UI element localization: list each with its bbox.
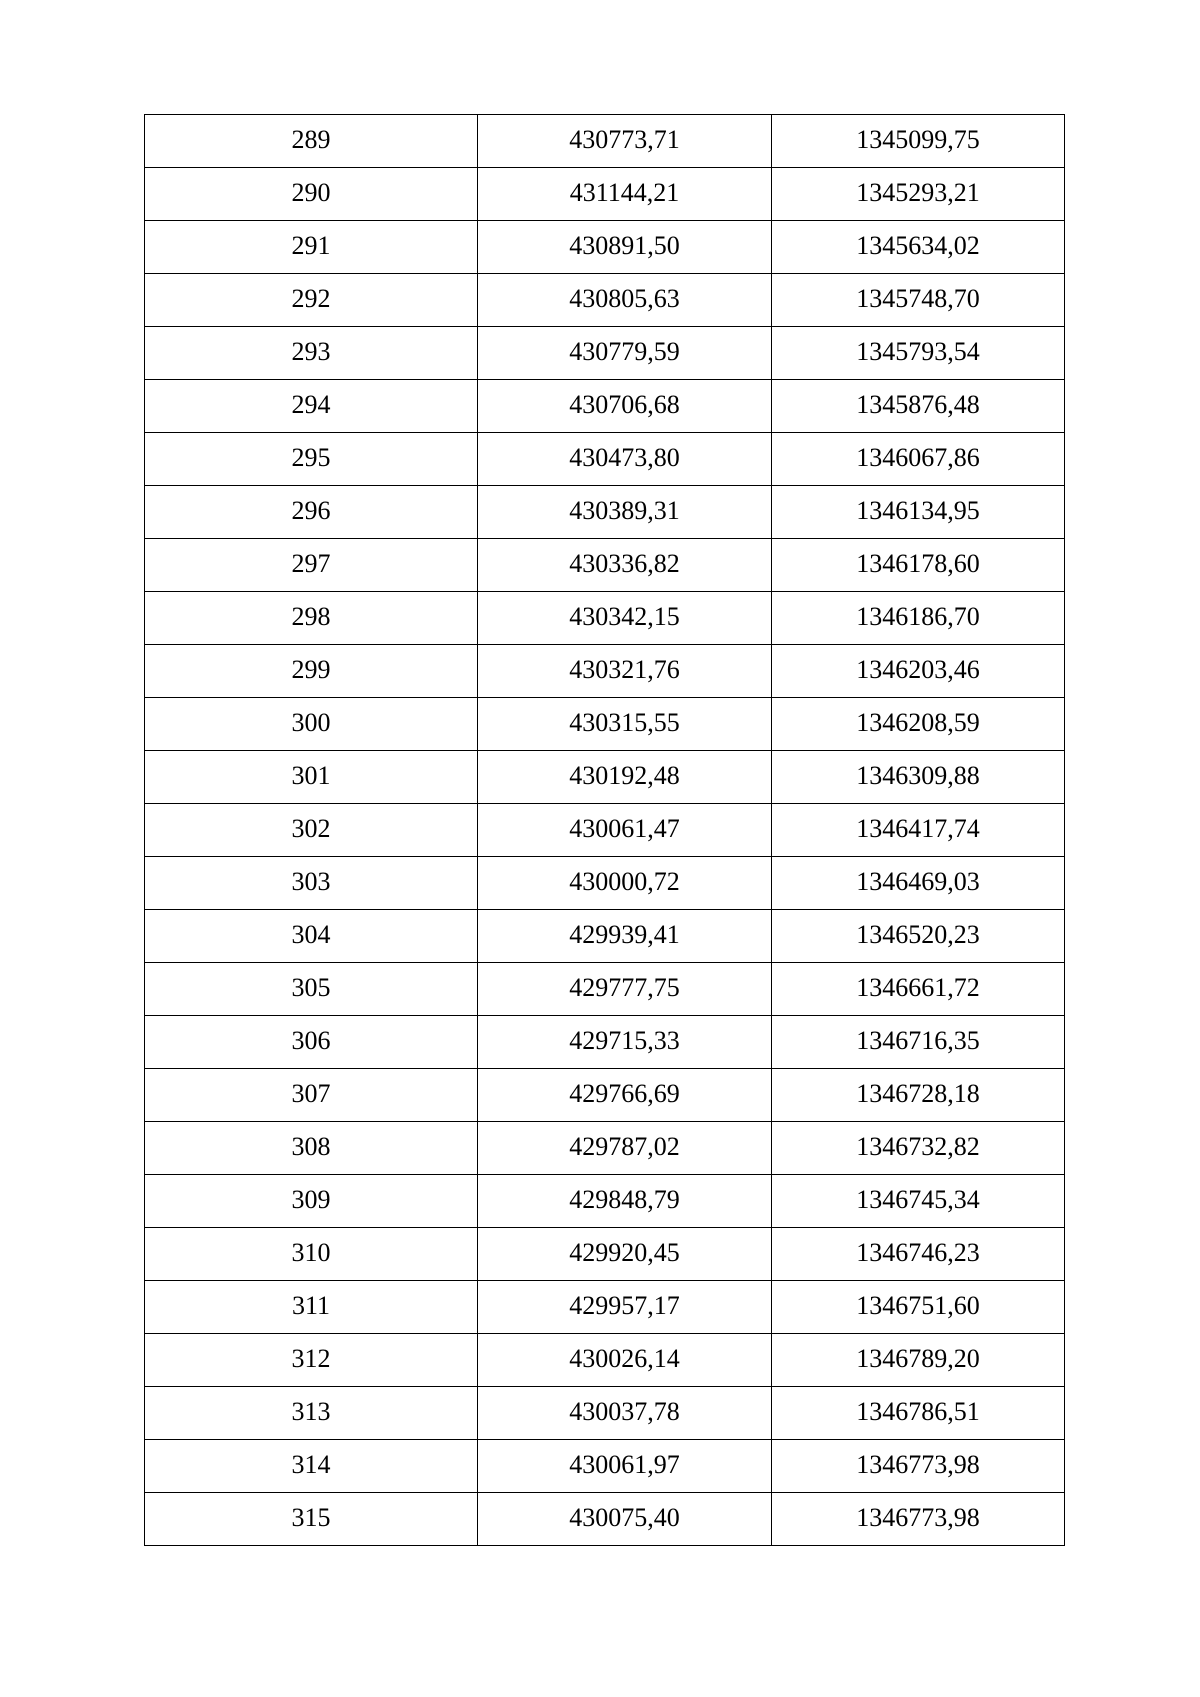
x-coordinate-cell: [478, 539, 772, 592]
x-coordinate-cell: [478, 910, 772, 963]
table-row: [145, 274, 1065, 327]
y-coordinate-text: 1345634,02: [856, 231, 980, 260]
point-number-cell: [145, 1175, 478, 1228]
x-coordinate-text: 431144,21: [569, 178, 680, 207]
x-coordinate-cell: [478, 115, 772, 168]
y-coordinate-text: 1346520,23: [856, 920, 980, 949]
x-coordinate-text: 430061,97: [569, 1450, 680, 1479]
y-coordinate-cell: [772, 539, 1065, 592]
table-row: [145, 327, 1065, 380]
y-coordinate-cell: [772, 221, 1065, 274]
point-number-text: 295: [291, 443, 331, 472]
coordinates-table: [144, 114, 1065, 1546]
y-coordinate-cell: [772, 274, 1065, 327]
table-row: [145, 539, 1065, 592]
table-row: [145, 645, 1065, 698]
point-number-cell: [145, 1493, 478, 1546]
point-number-cell: [145, 698, 478, 751]
point-number-text: 303: [291, 867, 331, 896]
point-number-text: 298: [291, 602, 331, 631]
x-coordinate-text: 430075,40: [569, 1503, 680, 1532]
point-number-cell: [145, 751, 478, 804]
x-coordinate-text: 430037,78: [569, 1397, 680, 1426]
point-number-cell: [145, 857, 478, 910]
point-number-text: 305: [291, 973, 331, 1002]
point-number-cell: [145, 539, 478, 592]
table-row: [145, 592, 1065, 645]
y-coordinate-text: 1345876,48: [856, 390, 980, 419]
y-coordinate-text: 1346309,88: [856, 761, 980, 790]
x-coordinate-cell: [478, 1440, 772, 1493]
point-number-text: 306: [291, 1026, 331, 1055]
y-coordinate-text: 1345293,21: [856, 178, 980, 207]
table-row: [145, 1493, 1065, 1546]
table-row: [145, 963, 1065, 1016]
y-coordinate-text: 1346789,20: [856, 1344, 980, 1373]
table-row: [145, 698, 1065, 751]
y-coordinate-text: 1346786,51: [856, 1397, 980, 1426]
y-coordinate-text: 1346208,59: [856, 708, 980, 737]
y-coordinate-text: 1346661,72: [856, 973, 980, 1002]
point-number-text: 290: [291, 178, 331, 207]
y-coordinate-cell: [772, 804, 1065, 857]
x-coordinate-cell: [478, 327, 772, 380]
y-coordinate-cell: [772, 1334, 1065, 1387]
x-coordinate-text: 430342,15: [569, 602, 680, 631]
point-number-cell: [145, 592, 478, 645]
x-coordinate-text: 430192,48: [569, 761, 680, 790]
x-coordinate-cell: [478, 857, 772, 910]
point-number-text: 313: [291, 1397, 331, 1426]
point-number-cell: [145, 1069, 478, 1122]
y-coordinate-text: 1346732,82: [856, 1132, 980, 1161]
point-number-text: 289: [291, 125, 331, 154]
x-coordinate-cell: [478, 592, 772, 645]
y-coordinate-cell: [772, 327, 1065, 380]
point-number-cell: [145, 486, 478, 539]
x-coordinate-text: 429787,02: [569, 1132, 680, 1161]
y-coordinate-text: 1345099,75: [856, 125, 980, 154]
point-number-cell: [145, 1016, 478, 1069]
y-coordinate-text: 1346203,46: [856, 655, 980, 684]
x-coordinate-cell: [478, 221, 772, 274]
y-coordinate-cell: [772, 1016, 1065, 1069]
point-number-cell: [145, 910, 478, 963]
x-coordinate-cell: [478, 698, 772, 751]
coordinates-table-body: [145, 115, 1065, 1546]
y-coordinate-cell: [772, 857, 1065, 910]
y-coordinate-text: 1346773,98: [856, 1450, 980, 1479]
table-row: [145, 804, 1065, 857]
y-coordinate-text: 1346746,23: [856, 1238, 980, 1267]
x-coordinate-cell: [478, 1387, 772, 1440]
point-number-text: 296: [291, 496, 331, 525]
table-row: [145, 380, 1065, 433]
point-number-text: 307: [291, 1079, 331, 1108]
y-coordinate-cell: [772, 433, 1065, 486]
x-coordinate-cell: [478, 1016, 772, 1069]
table-row: [145, 1440, 1065, 1493]
x-coordinate-text: 429920,45: [569, 1238, 680, 1267]
y-coordinate-cell: [772, 751, 1065, 804]
y-coordinate-text: 1346186,70: [856, 602, 980, 631]
x-coordinate-cell: [478, 804, 772, 857]
y-coordinate-cell: [772, 910, 1065, 963]
point-number-cell: [145, 380, 478, 433]
point-number-text: 294: [291, 390, 331, 419]
x-coordinate-text: 430315,55: [569, 708, 680, 737]
point-number-cell: [145, 645, 478, 698]
x-coordinate-text: 430473,80: [569, 443, 680, 472]
y-coordinate-text: 1346716,35: [856, 1026, 980, 1055]
table-row: [145, 1387, 1065, 1440]
y-coordinate-cell: [772, 645, 1065, 698]
y-coordinate-text: 1346751,60: [856, 1291, 980, 1320]
y-coordinate-cell: [772, 380, 1065, 433]
x-coordinate-text: 430779,59: [569, 337, 680, 366]
y-coordinate-cell: [772, 1122, 1065, 1175]
y-coordinate-text: 1345748,70: [856, 284, 980, 313]
y-coordinate-text: 1346134,95: [856, 496, 980, 525]
x-coordinate-cell: [478, 1175, 772, 1228]
x-coordinate-text: 430000,72: [569, 867, 680, 896]
point-number-cell: [145, 433, 478, 486]
x-coordinate-cell: [478, 1228, 772, 1281]
table-row: [145, 1175, 1065, 1228]
x-coordinate-cell: [478, 274, 772, 327]
y-coordinate-cell: [772, 486, 1065, 539]
y-coordinate-cell: [772, 1493, 1065, 1546]
x-coordinate-text: 430805,63: [569, 284, 680, 313]
table-row: [145, 1069, 1065, 1122]
point-number-text: 300: [291, 708, 331, 737]
table-row: [145, 1334, 1065, 1387]
x-coordinate-cell: [478, 1281, 772, 1334]
y-coordinate-text: 1345793,54: [856, 337, 980, 366]
point-number-text: 297: [291, 549, 331, 578]
point-number-text: 299: [291, 655, 331, 684]
table-row: [145, 910, 1065, 963]
point-number-cell: [145, 963, 478, 1016]
x-coordinate-text: 430706,68: [569, 390, 680, 419]
x-coordinate-text: 430336,82: [569, 549, 680, 578]
point-number-text: 311: [291, 1291, 331, 1320]
x-coordinate-text: 429939,41: [569, 920, 680, 949]
y-coordinate-cell: [772, 115, 1065, 168]
x-coordinate-text: 429766,69: [569, 1079, 680, 1108]
point-number-cell: [145, 1122, 478, 1175]
x-coordinate-cell: [478, 380, 772, 433]
point-number-text: 312: [291, 1344, 331, 1373]
point-number-text: 291: [291, 231, 331, 260]
y-coordinate-text: 1346417,74: [856, 814, 980, 843]
y-coordinate-cell: [772, 1175, 1065, 1228]
y-coordinate-text: 1346745,34: [856, 1185, 980, 1214]
point-number-text: 301: [291, 761, 331, 790]
x-coordinate-text: 430389,31: [569, 496, 680, 525]
x-coordinate-cell: [478, 433, 772, 486]
table-row: [145, 857, 1065, 910]
x-coordinate-cell: [478, 963, 772, 1016]
x-coordinate-text: 429848,79: [569, 1185, 680, 1214]
x-coordinate-cell: [478, 1334, 772, 1387]
point-number-text: 315: [291, 1503, 331, 1532]
point-number-cell: [145, 327, 478, 380]
x-coordinate-cell: [478, 486, 772, 539]
y-coordinate-cell: [772, 592, 1065, 645]
table-row: [145, 751, 1065, 804]
x-coordinate-cell: [478, 168, 772, 221]
x-coordinate-text: 429715,33: [569, 1026, 680, 1055]
point-number-cell: [145, 1281, 478, 1334]
y-coordinate-text: 1346067,86: [856, 443, 980, 472]
x-coordinate-cell: [478, 1122, 772, 1175]
y-coordinate-cell: [772, 963, 1065, 1016]
point-number-cell: [145, 274, 478, 327]
table-row: [145, 1016, 1065, 1069]
x-coordinate-cell: [478, 751, 772, 804]
point-number-text: 293: [291, 337, 331, 366]
y-coordinate-cell: [772, 1069, 1065, 1122]
y-coordinate-text: 1346469,03: [856, 867, 980, 896]
x-coordinate-text: 430891,50: [569, 231, 680, 260]
x-coordinate-cell: [478, 1069, 772, 1122]
y-coordinate-text: 1346773,98: [856, 1503, 980, 1532]
y-coordinate-cell: [772, 168, 1065, 221]
point-number-text: 308: [291, 1132, 331, 1161]
table-row: [145, 115, 1065, 168]
table-row: [145, 433, 1065, 486]
x-coordinate-text: 429957,17: [569, 1291, 680, 1320]
point-number-cell: [145, 804, 478, 857]
y-coordinate-text: 1346728,18: [856, 1079, 980, 1108]
point-number-cell: [145, 1334, 478, 1387]
y-coordinate-cell: [772, 1281, 1065, 1334]
point-number-text: 310: [291, 1238, 331, 1267]
point-number-text: 302: [291, 814, 331, 843]
table-row: [145, 1122, 1065, 1175]
table-row: [145, 221, 1065, 274]
point-number-cell: [145, 1228, 478, 1281]
y-coordinate-cell: [772, 698, 1065, 751]
x-coordinate-cell: [478, 645, 772, 698]
y-coordinate-cell: [772, 1228, 1065, 1281]
x-coordinate-text: 430773,71: [569, 125, 680, 154]
point-number-cell: [145, 1387, 478, 1440]
x-coordinate-text: 430061,47: [569, 814, 680, 843]
x-coordinate-text: 430026,14: [569, 1344, 680, 1373]
table-row: [145, 1228, 1065, 1281]
y-coordinate-cell: [772, 1440, 1065, 1493]
y-coordinate-text: 1346178,60: [856, 549, 980, 578]
point-number-text: 304: [291, 920, 331, 949]
point-number-text: 309: [291, 1185, 331, 1214]
y-coordinate-cell: [772, 1387, 1065, 1440]
point-number-cell: [145, 115, 478, 168]
point-number-text: 292: [291, 284, 331, 313]
x-coordinate-text: 430321,76: [569, 655, 680, 684]
table-row: [145, 1281, 1065, 1334]
point-number-cell: [145, 221, 478, 274]
table-row: [145, 486, 1065, 539]
x-coordinate-text: 429777,75: [569, 973, 680, 1002]
x-coordinate-cell: [478, 1493, 772, 1546]
table-row: [145, 168, 1065, 221]
point-number-cell: [145, 1440, 478, 1493]
point-number-text: 314: [291, 1450, 331, 1479]
point-number-cell: [145, 168, 478, 221]
